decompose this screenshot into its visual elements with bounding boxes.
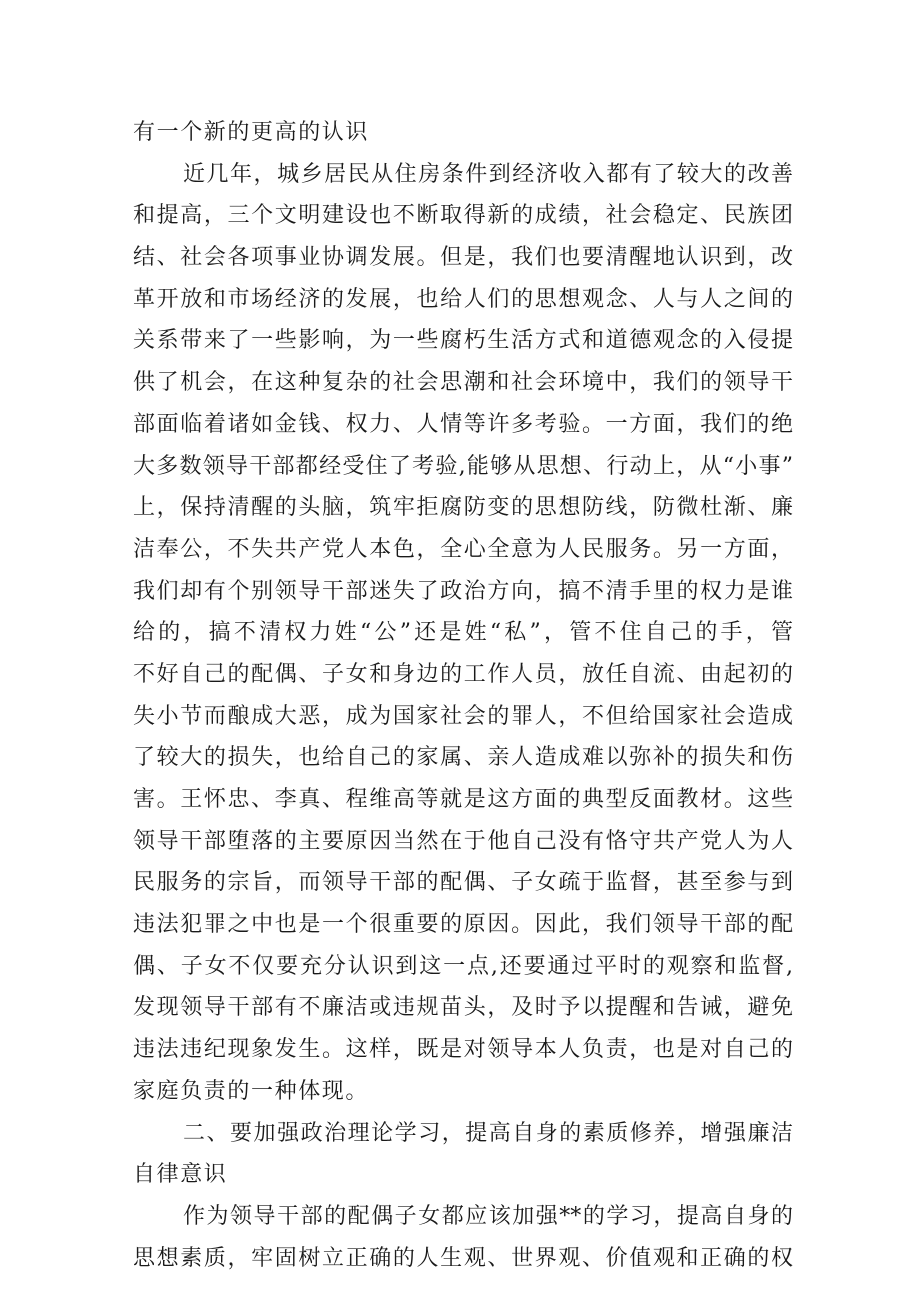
text-line: 上，保持清醒的头脑，筑牢拒腐防变的思想防线，防微杜渐、廉 <box>133 495 793 521</box>
text-line: 和提高，三个文明建设也不断取得新的成绩，社会稳定、民族团 <box>133 203 793 229</box>
text-line: 近几年，城乡居民从住房条件到经济收入都有了较大的改善 <box>183 161 793 187</box>
text-line: 偶、子女不仅要充分认识到这一点,还要通过平时的观察和监督, <box>133 953 793 979</box>
text-line: 给的，搞不清权力姓“公”还是姓“私”，管不住自己的手，管 <box>133 620 793 646</box>
text-line: 害。王怀忠、李真、程维高等就是这方面的典型反面教材。这些 <box>133 787 793 812</box>
document-body <box>133 112 793 1279</box>
text-line: 供了机会，在这种复杂的社会思潮和社会环境中，我们的领导干 <box>133 370 793 396</box>
text-line: 结、社会各项事业协调发展。但是，我们也要清醒地认识到，改 <box>133 245 793 271</box>
text-line: 了较大的损失，也给自己的家属、亲人造成难以弥补的损失和伤 <box>133 745 793 771</box>
text-line: 革开放和市场经济的发展，也给人们的思想观念、人与人之间的 <box>133 286 793 312</box>
text-line: 自律意识 <box>133 1162 228 1188</box>
text-line: 家庭负责的一种体现。 <box>133 1078 370 1104</box>
text-line: 我们却有个别领导干部迷失了政治方向，搞不清手里的权力是谁 <box>133 578 793 604</box>
text-line: 有一个新的更高的认识 <box>133 120 370 145</box>
text-line: 作为领导干部的配偶子女都应该加强**的学习，提高自身的 <box>183 1203 793 1229</box>
text-line: 部面临着诸如金钱、权力、人情等许多考验。一方面，我们的绝 <box>133 411 793 437</box>
text-line: 违法违纪现象发生。这样，既是对领导本人负责，也是对自己的 <box>133 1037 793 1063</box>
text-line: 发现领导干部有不廉洁或违规苗头，及时予以提醒和告诫，避免 <box>133 995 793 1021</box>
text-line: 二、要加强政治理论学习，提高自身的素质修养，增强廉洁 <box>183 1120 793 1146</box>
text-line: 不好自己的配偶、子女和身边的工作人员，放任自流、由起初的 <box>133 661 793 687</box>
text-line: 失小节而酿成大恶，成为国家社会的罪人，不但给国家社会造成 <box>133 703 793 729</box>
text-line: 大多数领导干部都经受住了考验,能够从思想、行动上，从“小事” <box>133 453 793 479</box>
text-line: 洁奉公，不失共产党人本色，全心全意为人民服务。另一方面， <box>133 536 793 562</box>
text-line: 民服务的宗旨，而领导干部的配偶、子女疏于监督，甚至参与到 <box>133 870 793 896</box>
text-line: 思想素质，牢固树立正确的人生观、世界观、价值观和正确的权 <box>133 1245 793 1271</box>
text-line: 领导干部堕落的主要原因当然在于他自己没有恪守共产党人为人 <box>133 828 793 854</box>
text-line: 关系带来了一些影响，为一些腐朽生活方式和道德观念的入侵提 <box>133 328 793 354</box>
text-line: 违法犯罪之中也是一个很重要的原因。因此，我们领导干部的配 <box>133 912 793 938</box>
